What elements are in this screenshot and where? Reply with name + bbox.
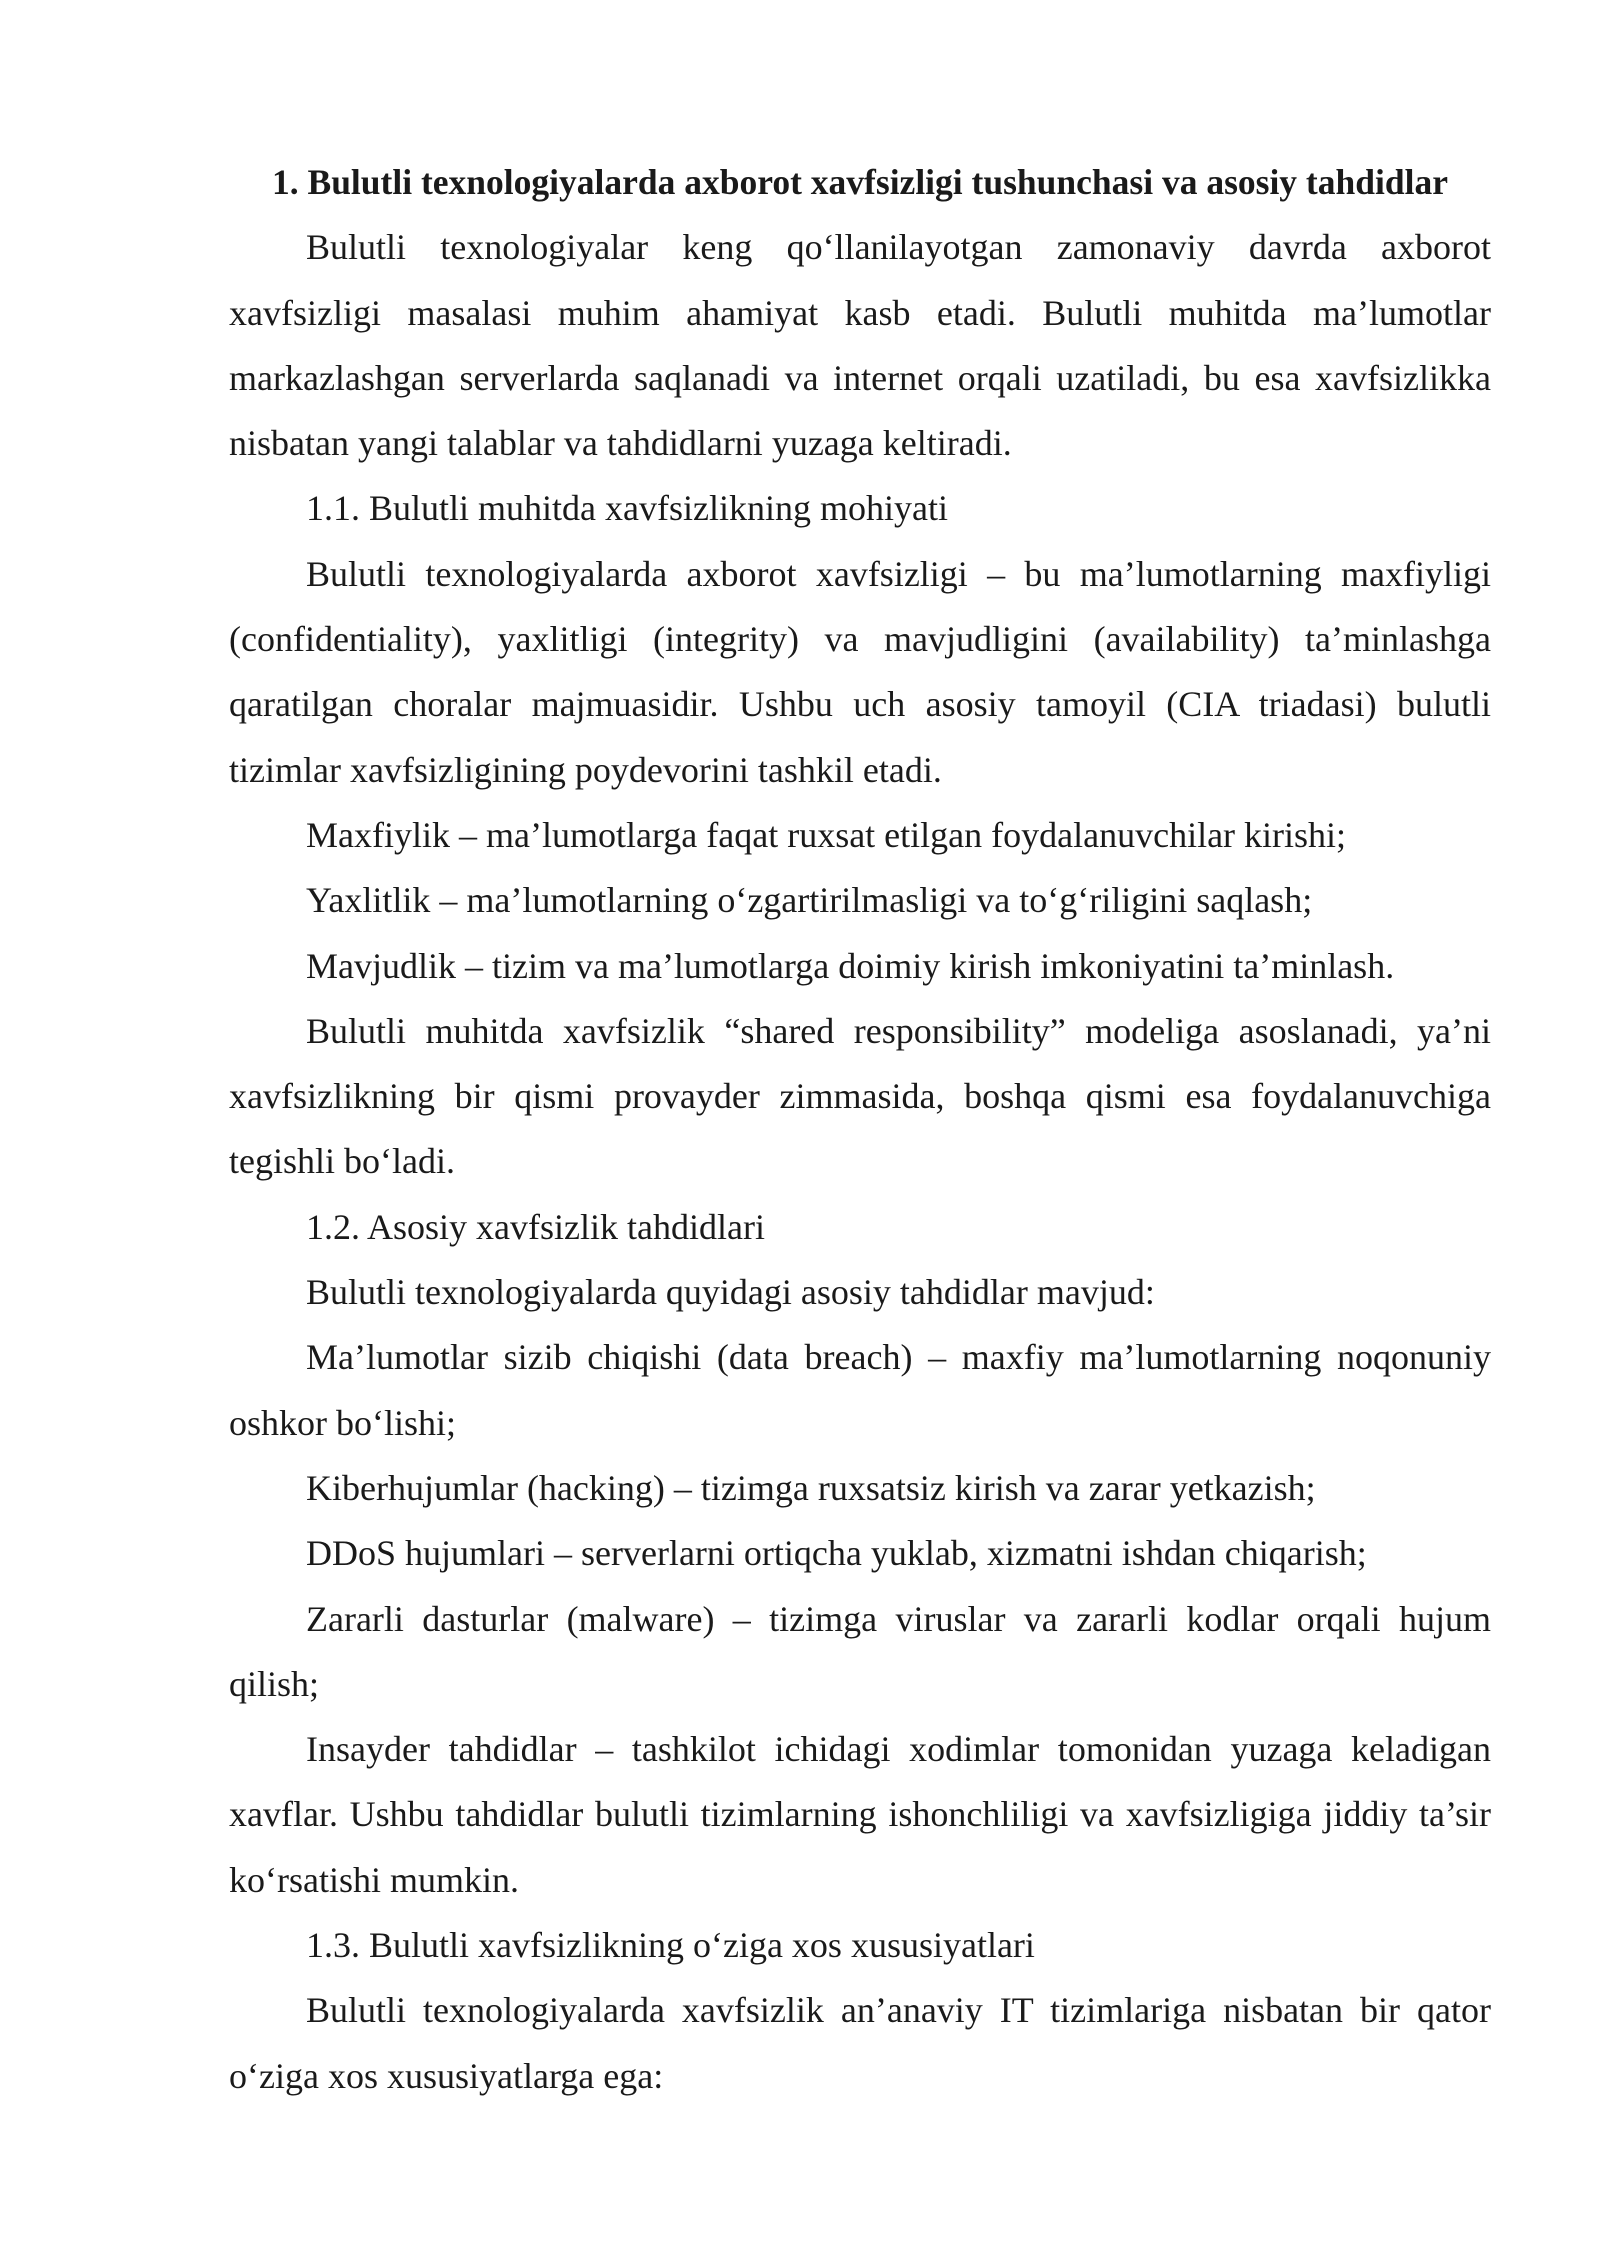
list-item: Maxfiylik – ma’lumotlarga faqat ruxsat etilgan foydalanuvchilar kirishi; bbox=[306, 814, 1347, 855]
section-1-1-heading: 1.1. Bulutli muhitda xavfsizlikning mohiyati bbox=[306, 488, 948, 529]
list-item: Insayder tahdidlar – tashkilot ichidagi xodimlar tomonidan yuzaga keladigan xavflar. Ushbu tahdidlar bulutli tizimlarning ishonchliligi va xavfsizligiga jiddiy ta’sir ko‘rsatishi mumkin. bbox=[229, 1729, 1491, 1900]
section-1-1-closing: Bulutli muhitda xavfsizlik “shared responsibility” modeliga asoslanadi, ya’ni xavfsizlikning bir qismi provayder zimmasida, boshqa qismi esa foydalanuvchiga tegishli bo‘ladi. bbox=[229, 1010, 1491, 1182]
section-1-3-heading: 1.3. Bulutli xavfsizlikning o‘ziga xos xususiyatlari bbox=[306, 1925, 1035, 1966]
list-item: Ma’lumotlar sizib chiqishi (data breach) – maxfiy ma’lumotlarning noqonuniy oshkor bo‘lishi; bbox=[229, 1337, 1491, 1443]
intro-paragraph: Bulutli texnologiyalar keng qo‘llanilayotgan zamonaviy davrda axborot xavfsizligi masalasi muhim ahamiyat kasb etadi. Bulutli muhitda ma’lumotlar markazlashgan serverlarda saqlanadi va internet orqali uzatiladi, bu esa xavfsizlikka nisbatan yangi talablar va tahdidlarni yuzaga keltiradi. bbox=[229, 227, 1491, 464]
section-1-2-heading: 1.2. Asosiy xavfsizlik tahdidlari bbox=[306, 1206, 765, 1247]
list-item: Yaxlitlik – ma’lumotlarning o‘zgartirilmasligi va to‘g‘riligini saqlash; bbox=[306, 880, 1313, 921]
section-1-1-paragraph: Bulutli texnologiyalarda axborot xavfsizligi – bu ma’lumotlarning maxfiyligi (confidentiality), yaxlitligi (integrity) va mavjudligini (availability) ta’minlashga qaratilgan choralar majmuasidir. Ushbu uch asosiy tamoyil (CIA triadasi) bulutli tizimlar xavfsizligining poydevorini tashkil etadi. bbox=[229, 553, 1491, 790]
section-1-2-lead: Bulutli texnologiyalarda quyidagi asosiy tahdidlar mavjud: bbox=[306, 1272, 1155, 1313]
list-item: Kiberhujumlar (hacking) – tizimga ruxsatsiz kirish va zarar yetkazish; bbox=[306, 1467, 1316, 1508]
document-body bbox=[229, 150, 1491, 2109]
list-item: DDoS hujumlari – serverlarni ortiqcha yuklab, xizmatni ishdan chiqarish; bbox=[306, 1533, 1367, 1574]
document-title: 1. Bulutli texnologiyalarda axborot xavfsizligi tushunchasi va asosiy tahdidlar bbox=[272, 162, 1448, 202]
list-item: Mavjudlik – tizim va ma’lumotlarga doimiy kirish imkoniyatini ta’minlash. bbox=[306, 945, 1395, 986]
section-1-3-paragraph: Bulutli texnologiyalarda xavfsizlik an’anaviy IT tizimlariga nisbatan bir qator o‘ziga xos xususiyatlarga ega: bbox=[229, 1990, 1491, 2096]
list-item: Zararli dasturlar (malware) – tizimga viruslar va zararli kodlar orqali hujum qilish; bbox=[229, 1598, 1491, 1704]
